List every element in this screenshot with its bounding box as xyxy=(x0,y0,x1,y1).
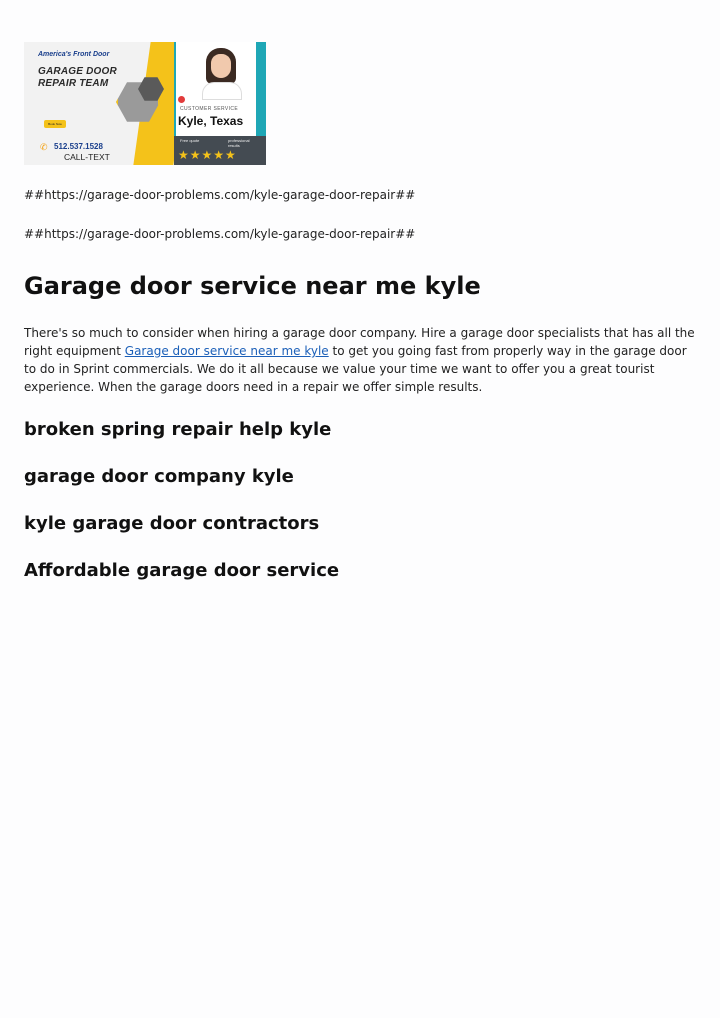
section-heading: broken spring repair help kyle xyxy=(24,419,332,440)
phone-icon: ✆ xyxy=(40,142,48,152)
banner-headline-line2: REPAIR TEAM xyxy=(38,78,109,89)
alert-dot-icon xyxy=(178,96,185,103)
service-link[interactable]: Garage door service near me kyle xyxy=(124,344,329,358)
section-heading: garage door company kyle xyxy=(24,466,294,487)
document-page xyxy=(24,42,696,581)
banner-professional-line2: results xyxy=(228,143,240,148)
banner-professional-line1: professional xyxy=(228,138,250,143)
section-heading: kyle garage door contractors xyxy=(24,513,320,534)
banner-book-button: Book Now xyxy=(44,120,66,128)
banner-professional-results xyxy=(228,138,250,148)
paragraph-text-end: to get you going fast from properly way in the garage door to do in Sprint commercials. We do it all because we value your time we want to offer you a great tourist experience. When the garage doors need in a repair we offer simple results. xyxy=(24,344,687,394)
banner-free-quote: Free quote xyxy=(180,138,200,143)
customer-service-avatar xyxy=(202,48,240,98)
banner-service-label: CUSTOMER SERVICE xyxy=(180,106,239,112)
banner-phone: 512.537.1528 xyxy=(54,142,103,151)
section-heading: Affordable garage door service xyxy=(24,560,340,581)
source-url: ##https://garage-door-problems.com/kyle-garage-door-repair## xyxy=(24,188,416,202)
source-url: ##https://garage-door-problems.com/kyle-garage-door-repair## xyxy=(24,227,416,241)
banner-brand: America's Front Door xyxy=(38,51,110,58)
rating-stars-icon: ★★★★★ xyxy=(178,148,237,162)
paragraph-text-start: There's so much to consider when hiring a garage door company. Hire a garage door specialists that has all the right equipment xyxy=(24,326,695,358)
intro-paragraph xyxy=(24,324,696,396)
banner-teal-bar xyxy=(256,42,266,136)
banner-headline-line1: GARAGE DOOR xyxy=(38,66,117,77)
page-title: Garage door service near me kyle xyxy=(24,272,481,300)
banner-headline xyxy=(38,66,117,90)
banner-city: Kyle, Texas xyxy=(178,114,244,128)
ad-banner-image xyxy=(24,42,266,165)
banner-call-text: CALL-TEXT xyxy=(64,152,110,162)
